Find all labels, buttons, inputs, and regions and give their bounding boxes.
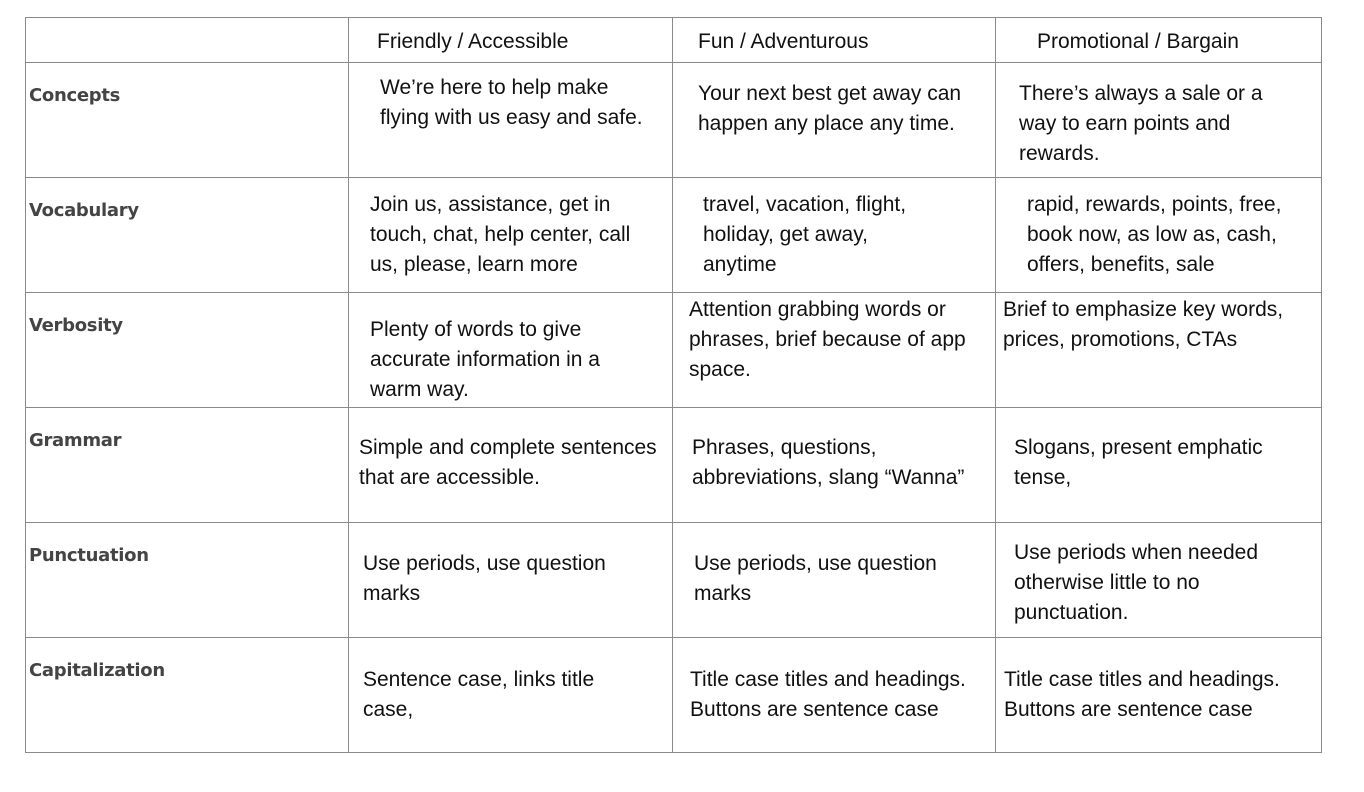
table-cell [673, 63, 996, 178]
cell-text: Title case titles and headings. Buttons are sentence case [1004, 668, 1280, 721]
cell-text: Join us, assistance, get in touch, chat, help center, call us, please, learn more [370, 193, 631, 276]
row-label: Punctuation [29, 545, 149, 566]
cell-text: travel, vacation, flight, holiday, get away, anytime [703, 193, 907, 276]
table-cell [673, 178, 996, 293]
table-row-verbosity [26, 293, 1322, 408]
table-cell [349, 638, 673, 753]
table-header-row [26, 18, 1322, 63]
row-label: Capitalization [29, 660, 165, 681]
table-cell [996, 63, 1322, 178]
cell-text: Attention grabbing words or phrases, brief because of app space. [689, 298, 966, 381]
table-row-concepts [26, 63, 1322, 178]
table-cell [996, 178, 1322, 293]
row-label: Concepts [29, 85, 121, 106]
table-cell [349, 408, 673, 523]
table-cell [673, 408, 996, 523]
cell-text: Phrases, questions, abbreviations, slang “Wanna” [692, 436, 965, 489]
cell-text: There’s always a sale or a way to earn points and rewards. [1019, 82, 1263, 165]
cell-text: Sentence case, links title case, [363, 668, 595, 721]
cell-text: Simple and complete sentences that are accessible. [359, 436, 657, 489]
row-label: Grammar [29, 430, 122, 451]
table-cell [349, 178, 673, 293]
voice-tone-table [25, 17, 1322, 753]
row-label-cell [26, 63, 349, 178]
row-label-cell [26, 293, 349, 408]
row-label-cell [26, 178, 349, 293]
table-row-capitalization [26, 638, 1322, 753]
table-cell [996, 638, 1322, 753]
cell-text: Use periods, use question marks [694, 552, 937, 605]
header-label-friendly: Friendly / Accessible [377, 30, 569, 53]
cell-text: Use periods when needed otherwise little to no punctuation. [1014, 541, 1259, 624]
table-cell [673, 638, 996, 753]
header-label-fun: Fun / Adventurous [698, 30, 869, 53]
table-row-punctuation [26, 523, 1322, 638]
row-label-cell [26, 523, 349, 638]
table-cell [349, 293, 673, 408]
header-cell-friendly [349, 18, 673, 63]
table-cell [673, 523, 996, 638]
header-label-promotional: Promotional / Bargain [1037, 30, 1239, 53]
table-cell [673, 293, 996, 408]
header-cell-promotional [996, 18, 1322, 63]
cell-text: Use periods, use question marks [363, 552, 606, 605]
row-label-cell [26, 408, 349, 523]
table-row-vocabulary [26, 178, 1322, 293]
header-cell-fun [673, 18, 996, 63]
cell-text: Plenty of words to give accurate information in a warm way. [370, 318, 600, 401]
header-corner-cell [26, 18, 349, 63]
row-label-cell [26, 638, 349, 753]
table-cell [996, 523, 1322, 638]
table-row-grammar [26, 408, 1322, 523]
row-label: Verbosity [29, 315, 123, 336]
cell-text: Title case titles and headings. Buttons are sentence case [690, 668, 966, 721]
cell-text: Slogans, present emphatic tense, [1014, 436, 1263, 489]
table-cell [349, 523, 673, 638]
table-cell [996, 408, 1322, 523]
row-label: Vocabulary [29, 200, 139, 221]
table-cell [996, 293, 1322, 408]
cell-text: Brief to emphasize key words, prices, promotions, CTAs [1003, 298, 1284, 351]
cell-text: Your next best get away can happen any place any time. [698, 82, 962, 135]
cell-text: rapid, rewards, points, free, book now, as low as, cash, offers, benefits, sale [1027, 193, 1282, 276]
cell-text: We’re here to help make flying with us easy and safe. [380, 76, 643, 129]
table-cell [349, 63, 673, 178]
